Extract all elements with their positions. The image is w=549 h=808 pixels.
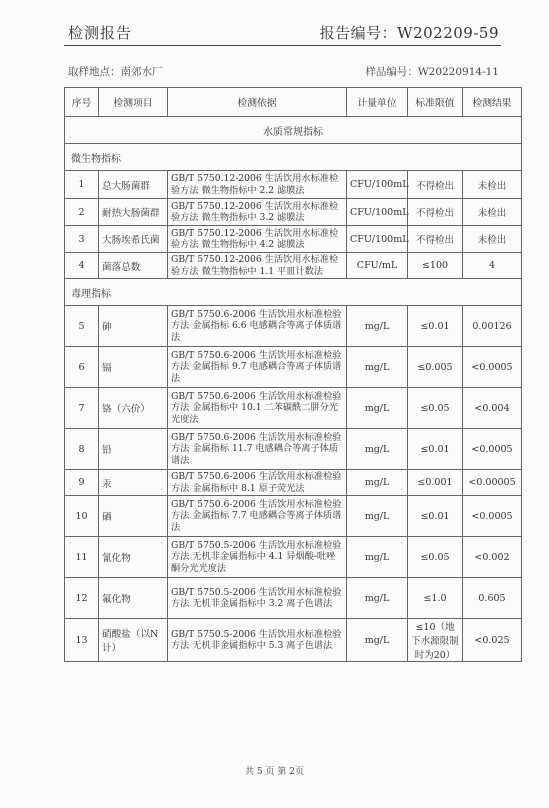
- test-result: <0.0005: [463, 347, 522, 388]
- row-number: 13: [65, 619, 99, 662]
- test-item: 大肠埃希氏菌: [99, 226, 168, 253]
- unit: mg/L: [347, 496, 408, 537]
- standard-limit: ≤0.05: [408, 388, 463, 429]
- row-number: 2: [65, 199, 99, 226]
- report-number: [320, 22, 499, 43]
- test-item: 菌落总数: [99, 253, 168, 279]
- unit: CFU/100mL: [347, 226, 408, 253]
- col-header-basis: 检测依据: [168, 88, 347, 117]
- table-row: [65, 537, 522, 578]
- test-basis: GB/T 5750.12-2006 生活饮用水标准检验方法 微生物指标中 3.2 滤膜法: [168, 199, 347, 226]
- table-row: [65, 199, 522, 226]
- section-title: 水质常规指标: [65, 117, 522, 144]
- standard-limit: ≤100: [408, 253, 463, 279]
- test-result: <0.025: [463, 619, 522, 662]
- unit: mg/L: [347, 306, 408, 347]
- table-row: [65, 388, 522, 429]
- row-number: 4: [65, 253, 99, 279]
- test-basis: GB/T 5750.12-2006 生活饮用水标准检验方法 微生物指标中 4.2 滤膜法: [168, 226, 347, 253]
- section-row: [65, 117, 522, 144]
- category-title: 毒理指标: [65, 279, 522, 306]
- unit: mg/L: [347, 619, 408, 662]
- test-item: 总大肠菌群: [99, 171, 168, 199]
- results-table: [64, 87, 522, 662]
- row-number: 7: [65, 388, 99, 429]
- unit: CFU/100mL: [347, 171, 408, 199]
- test-basis: GB/T 5750.5-2006 生活饮用水标准检验方法 无机非金属指标中 4.1 异烟酸-吡唑酮分光光度法: [168, 537, 347, 578]
- test-item: 氰化物: [99, 537, 168, 578]
- test-basis: GB/T 5750.6-2006 生活饮用水标准检验方法 金属指标中 8.1 原子荧光法: [168, 470, 347, 496]
- table-row: [65, 171, 522, 199]
- table-row: [65, 578, 522, 619]
- standard-limit: ≤10（地下水源限制时为20）: [408, 619, 463, 662]
- test-item: 铅: [99, 429, 168, 470]
- row-number: 1: [65, 171, 99, 199]
- unit: mg/L: [347, 578, 408, 619]
- test-item: 镉: [99, 347, 168, 388]
- sampling-location: [68, 64, 163, 79]
- category-row: [65, 144, 522, 171]
- row-number: 8: [65, 429, 99, 470]
- test-result: 未检出: [463, 171, 522, 199]
- row-number: 11: [65, 537, 99, 578]
- row-number: 6: [65, 347, 99, 388]
- unit: mg/L: [347, 347, 408, 388]
- table-row: [65, 226, 522, 253]
- test-basis: GB/T 5750.6-2006 生活饮用水标准检验方法 金属指标 9.7 电感耦合等离子体质谱法: [168, 347, 347, 388]
- test-basis: GB/T 5750.12-2006 生活饮用水标准检验方法 微生物指标中 2.2 滤膜法: [168, 171, 347, 199]
- unit: mg/L: [347, 388, 408, 429]
- col-header-limit: 标准限值: [408, 88, 463, 117]
- unit: mg/L: [347, 470, 408, 496]
- test-result: <0.0005: [463, 429, 522, 470]
- col-header-item: 检测项目: [99, 88, 168, 117]
- row-number: 12: [65, 578, 99, 619]
- test-result: 未检出: [463, 226, 522, 253]
- header-divider: [64, 45, 501, 46]
- category-title: 微生物指标: [65, 144, 522, 171]
- test-basis: GB/T 5750.6-2006 生活饮用水标准检验方法 金属指标中 10.1 二苯碳酰二肼分光光度法: [168, 388, 347, 429]
- row-number: 9: [65, 470, 99, 496]
- standard-limit: ≤0.005: [408, 347, 463, 388]
- standard-limit: ≤0.001: [408, 470, 463, 496]
- standard-limit: 不得检出: [408, 171, 463, 199]
- test-result: 0.00126: [463, 306, 522, 347]
- unit: CFU/mL: [347, 253, 408, 279]
- standard-limit: ≤1.0: [408, 578, 463, 619]
- test-basis: GB/T 5750.12-2006 生活饮用水标准检验方法 微生物指标中 1.1 平皿计数法: [168, 253, 347, 279]
- test-basis: GB/T 5750.6-2006 生活饮用水标准检验方法 金属指标 11.7 电感耦合等离子体质谱法: [168, 429, 347, 470]
- standard-limit: 不得检出: [408, 199, 463, 226]
- col-header-unit: 计量单位: [347, 88, 408, 117]
- test-item: 硝酸盐（以N计）: [99, 619, 168, 662]
- table-row: [65, 470, 522, 496]
- table-row: [65, 429, 522, 470]
- col-header-no: 序号: [65, 88, 99, 117]
- sample-number: [365, 64, 499, 79]
- test-item: 耐热大肠菌群: [99, 199, 168, 226]
- test-result: <0.00005: [463, 470, 522, 496]
- test-result: <0.0005: [463, 496, 522, 537]
- test-result: <0.002: [463, 537, 522, 578]
- test-result: 未检出: [463, 199, 522, 226]
- test-item: 氟化物: [99, 578, 168, 619]
- report-number-label: 报告编号：: [319, 24, 398, 42]
- sample-number-value: W20220914-11: [417, 66, 499, 78]
- test-item: 铬（六价）: [99, 388, 168, 429]
- test-basis: GB/T 5750.6-2006 生活饮用水标准检验方法 金属指标 6.6 电感耦合等离子体质谱法: [168, 306, 347, 347]
- report-header: [68, 14, 499, 44]
- test-result: 4: [463, 253, 522, 279]
- table-row: [65, 619, 522, 662]
- standard-limit: 不得检出: [408, 226, 463, 253]
- row-number: 10: [65, 496, 99, 537]
- test-item: 硒: [99, 496, 168, 537]
- test-basis: GB/T 5750.6-2006 生活饮用水标准检验方法 金属指标 7.7 电感耦合等离子体质谱法: [168, 496, 347, 537]
- col-header-result: 检测结果: [463, 88, 522, 117]
- test-result: <0.004: [463, 388, 522, 429]
- report-number-value: W202209-59: [397, 24, 499, 42]
- table-row: [65, 253, 522, 279]
- standard-limit: ≤0.01: [408, 306, 463, 347]
- test-item: 砷: [99, 306, 168, 347]
- sample-number-label: 样品编号：: [365, 66, 418, 78]
- table-row: [65, 347, 522, 388]
- sampling-location-value: 南郊水厂: [120, 66, 163, 78]
- test-basis: GB/T 5750.5-2006 生活饮用水标准检验方法 无机非金属指标中 3.2 离子色谱法: [168, 578, 347, 619]
- page-footer: 共 5 页 第 2页: [245, 767, 304, 777]
- row-number: 5: [65, 306, 99, 347]
- sampling-location-label: 取样地点：: [68, 66, 121, 78]
- standard-limit: ≤0.01: [408, 429, 463, 470]
- test-basis: GB/T 5750.5-2006 生活饮用水标准检验方法 无机非金属指标中 5.3 离子色谱法: [168, 619, 347, 662]
- table-header-row: [65, 88, 522, 117]
- table-row: [65, 306, 522, 347]
- standard-limit: ≤0.05: [408, 537, 463, 578]
- table-row: [65, 496, 522, 537]
- category-row: [65, 279, 522, 306]
- standard-limit: ≤0.01: [408, 496, 463, 537]
- row-number: 3: [65, 226, 99, 253]
- unit: mg/L: [347, 429, 408, 470]
- test-item: 汞: [99, 470, 168, 496]
- unit: mg/L: [347, 537, 408, 578]
- unit: CFU/100mL: [347, 199, 408, 226]
- test-result: 0.605: [463, 578, 522, 619]
- report-title: 检测报告: [68, 24, 133, 42]
